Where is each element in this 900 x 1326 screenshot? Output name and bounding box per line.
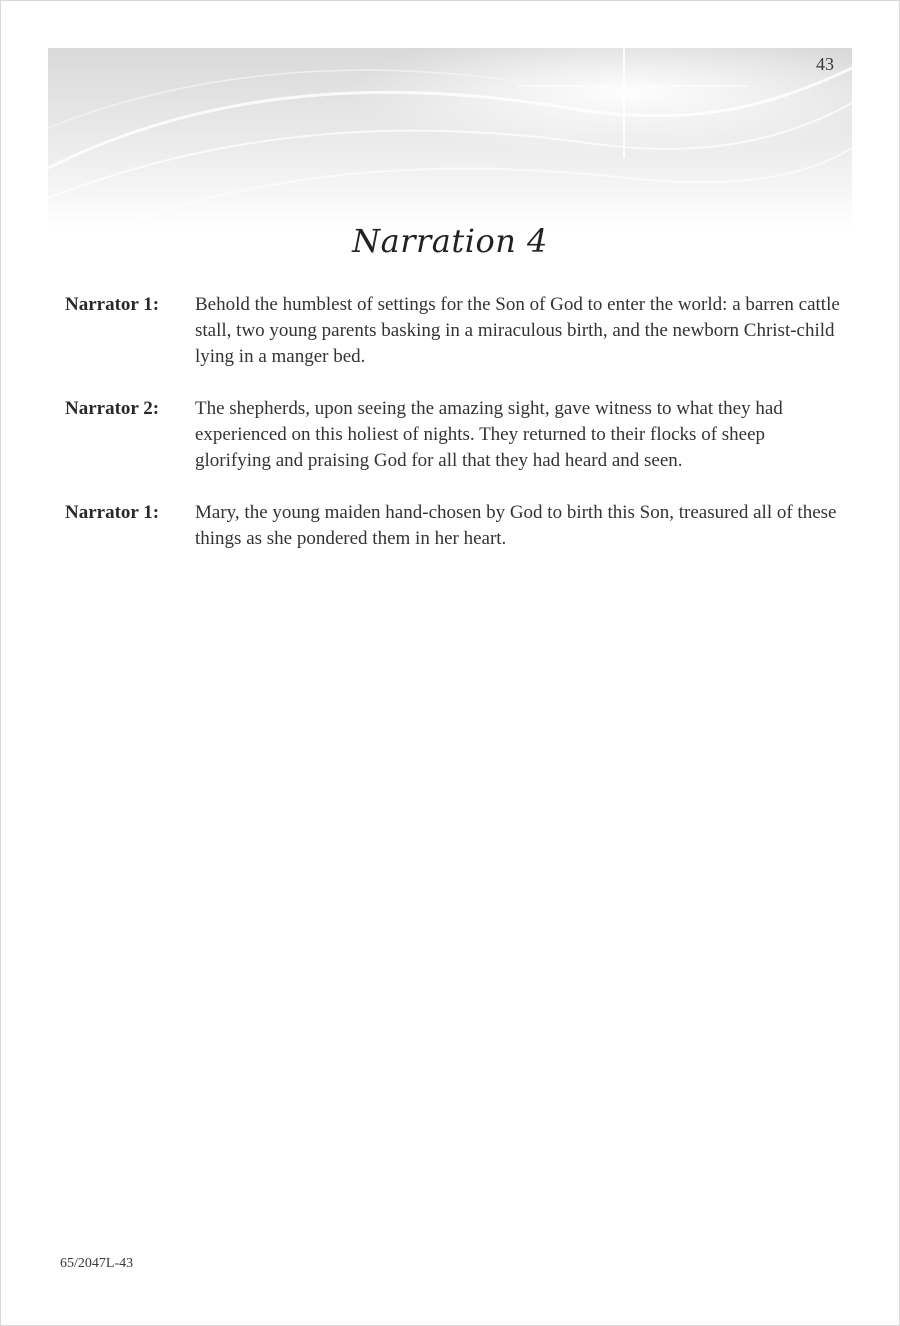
speaker-text: Mary, the young maiden hand-chosen by God to birth this Son, treasured all of these things as she pondered them in her heart. <box>195 502 837 549</box>
footer-catalog-code: 65/2047L-43 <box>60 1256 134 1271</box>
speaker-label: Narrator 2: <box>65 398 160 419</box>
speaker-text: The shepherds, upon seeing the amazing sight, gave witness to what they had experienced on this holiest of nights. They returned to their flocks of sheep glorifying and praising God for all that they had heard and seen. <box>195 398 783 471</box>
page-number: 43 <box>816 54 834 74</box>
speaker-label: Narrator 1: <box>65 502 160 523</box>
speaker-label: Narrator 1: <box>65 294 160 315</box>
swirl-decoration-icon <box>48 48 852 230</box>
script-entry <box>65 292 845 370</box>
narration-script <box>65 292 845 578</box>
script-entry <box>65 500 845 552</box>
page-title: Narration 4 <box>352 222 548 260</box>
header-decorative-band <box>48 48 852 230</box>
script-entry <box>65 396 845 474</box>
speaker-text: Behold the humblest of settings for the Son of God to enter the world: a barren cattle stall, two young parents basking in a miraculous birth, and the newborn Christ-child lying in a manger bed. <box>195 294 840 367</box>
